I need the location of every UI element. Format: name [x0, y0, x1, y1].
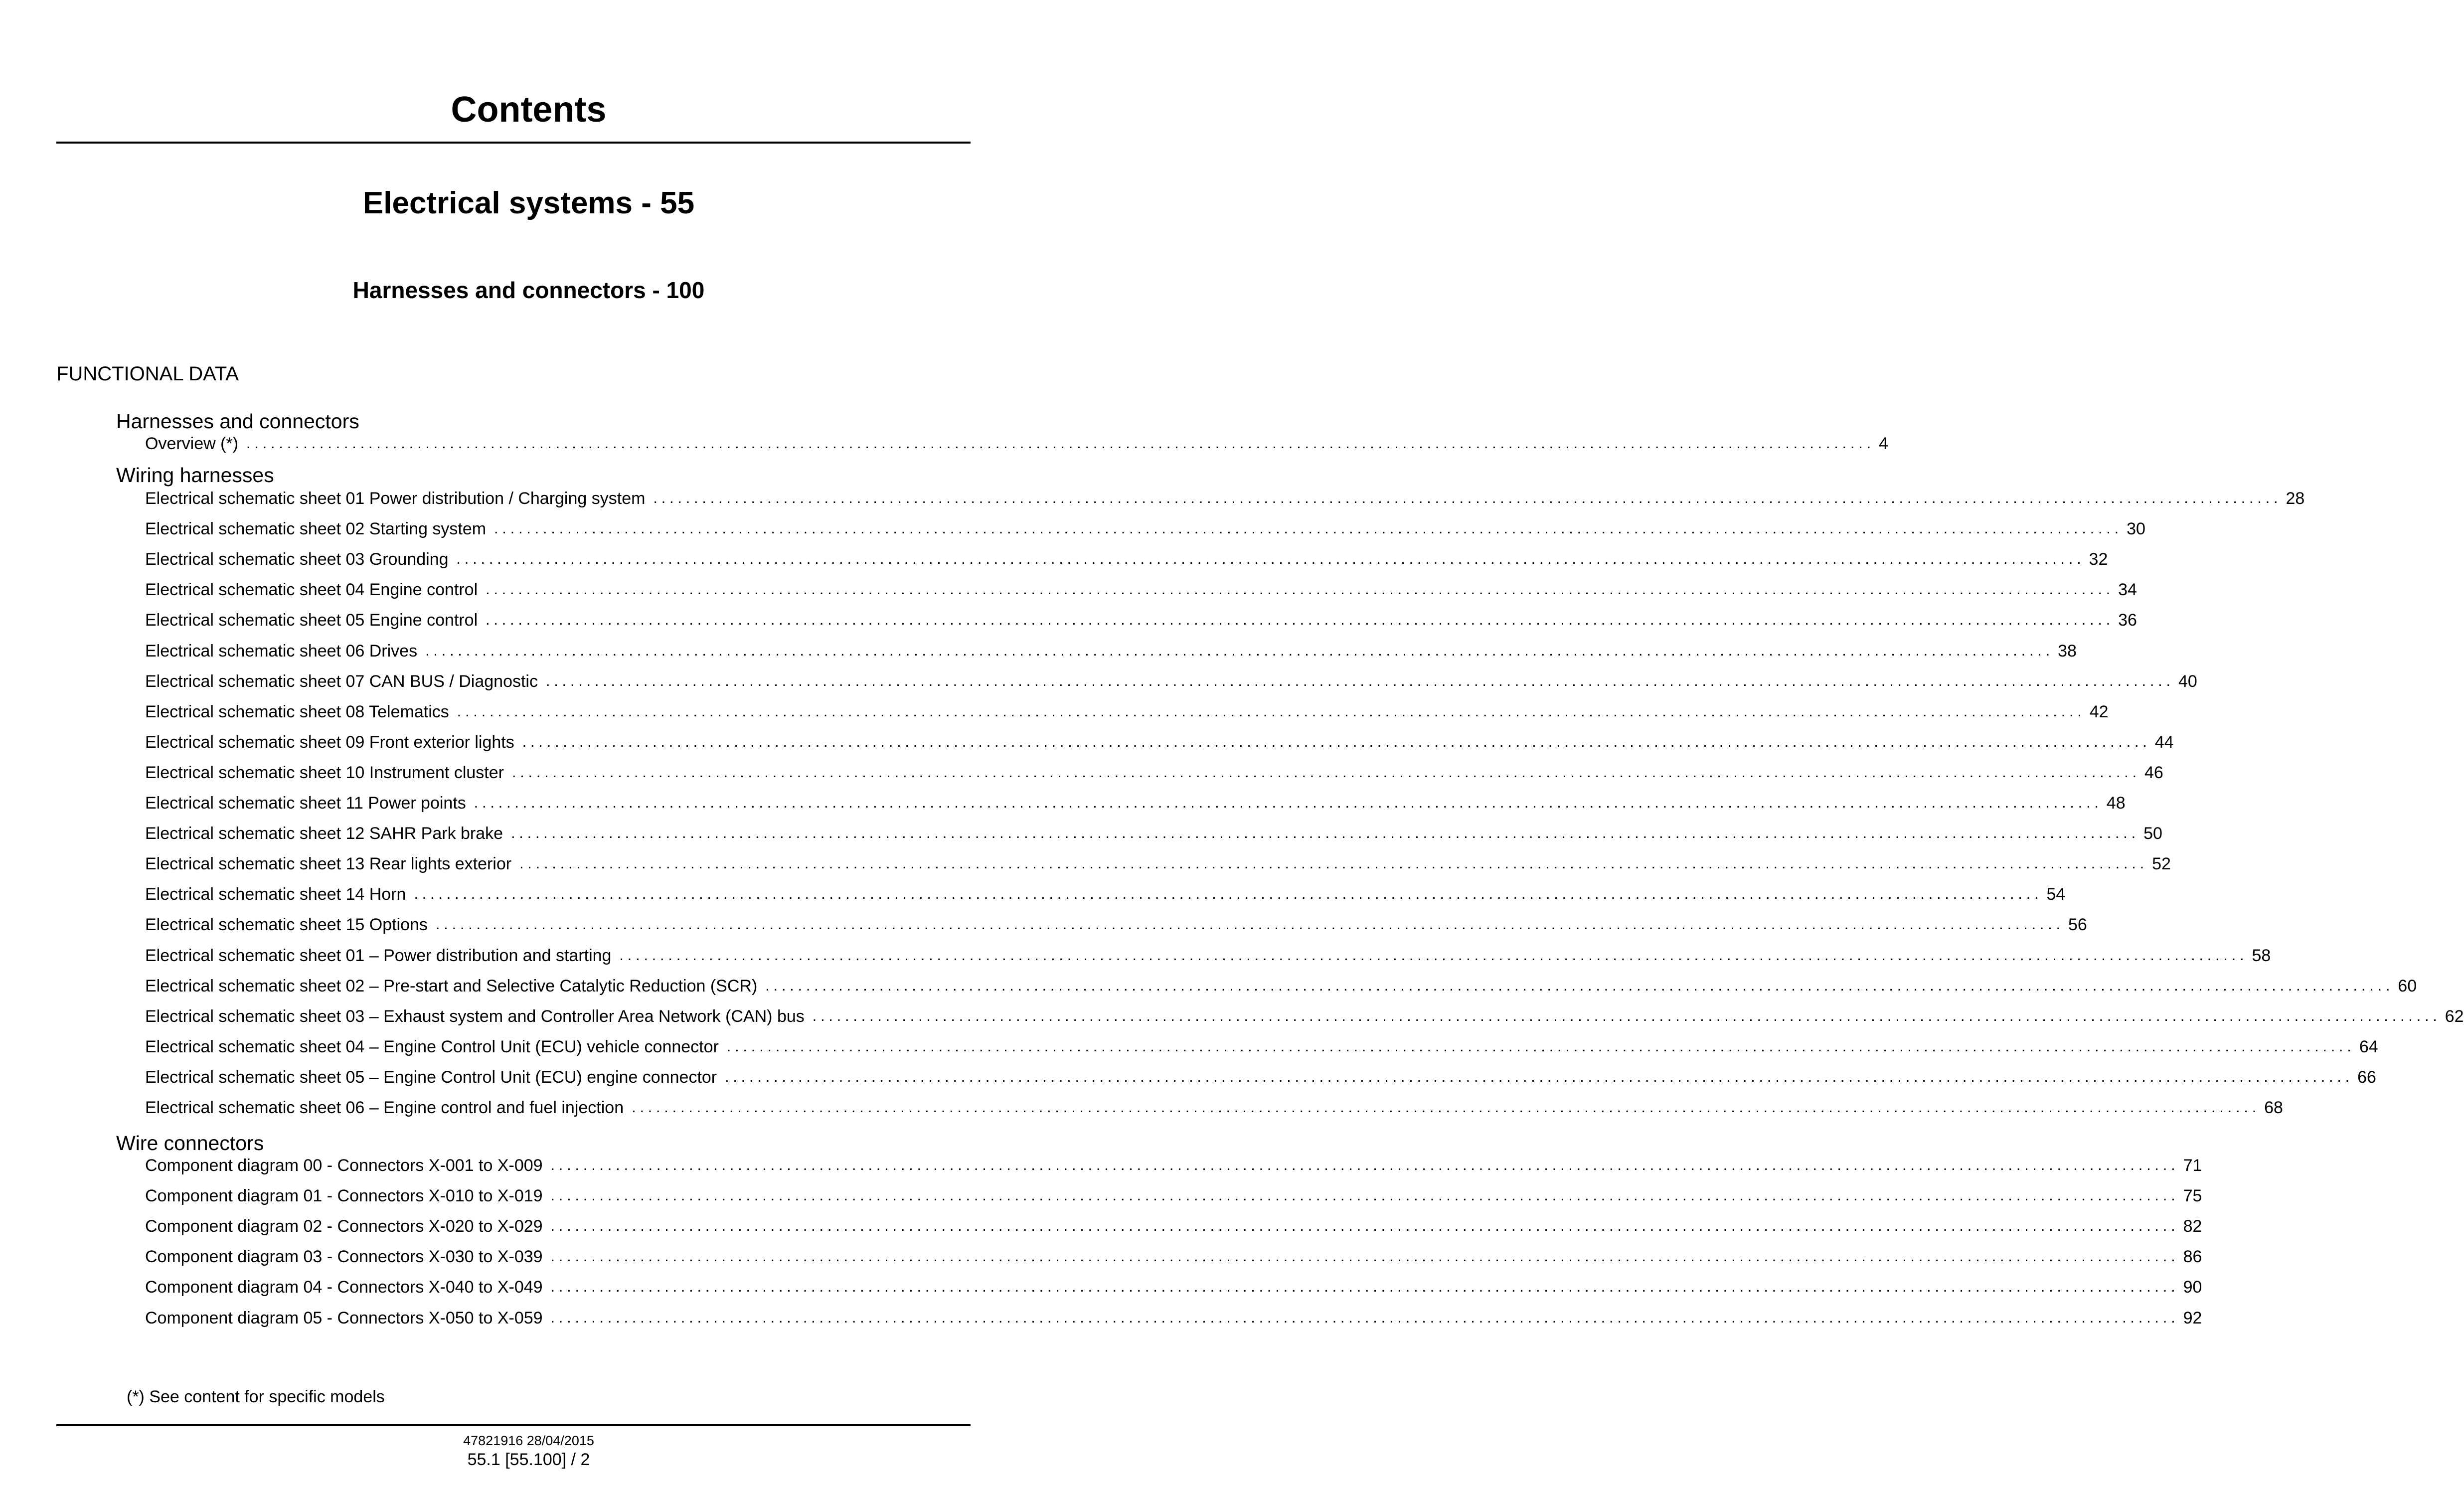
toc-entry-label: Electrical schematic sheet 01 Power distribution / Charging system — [145, 489, 646, 508]
toc-entry-label: Component diagram 05 - Connectors X-050 to X-059 — [145, 1308, 543, 1328]
toc-entry-label: Electrical schematic sheet 13 Rear lights exterior — [145, 854, 512, 874]
group-title: FUNCTIONAL DATA — [56, 363, 239, 385]
toc-entry-page-number: 38 — [2058, 641, 2077, 661]
toc-entry[interactable] — [145, 822, 2162, 843]
toc-entry-page-number: 48 — [2106, 794, 2126, 813]
toc-entry-page-number: 62 — [2445, 1006, 2464, 1026]
toc-entry[interactable] — [145, 791, 2126, 813]
toc-entry[interactable] — [145, 517, 2145, 539]
dot-leader: ........................................................................................................................................................................................................ — [550, 1309, 2179, 1326]
toc-entry-label: Overview (*) — [145, 434, 239, 453]
toc-entry-page-number: 90 — [2183, 1278, 2202, 1297]
toc-entry[interactable] — [145, 974, 2417, 996]
toc-entry-page-number: 42 — [2089, 702, 2109, 721]
toc-entry-label: Component diagram 01 - Connectors X-010 to X-019 — [145, 1186, 543, 1206]
dot-leader: ........................................................................................................................................................................................................ — [486, 612, 2115, 629]
toc-entry[interactable] — [145, 608, 2137, 630]
toc-heading: Wire connectors — [116, 1132, 264, 1155]
dot-leader: ........................................................................................................................................................................................................ — [619, 947, 2248, 964]
toc-entry-page-number: 30 — [2127, 519, 2145, 539]
document-id: 47821916 28/04/2015 — [463, 1433, 594, 1448]
toc-entry[interactable] — [145, 1214, 2202, 1236]
toc-entry-page-number: 34 — [2118, 580, 2137, 600]
toc-entry-label: Electrical schematic sheet 14 Horn — [145, 885, 406, 904]
toc-entry-page-number: 64 — [2359, 1037, 2378, 1056]
toc-entry[interactable] — [145, 1096, 2283, 1118]
dot-leader: ........................................................................................................................................................................................................ — [653, 490, 2282, 506]
toc-entry-label: Component diagram 03 - Connectors X-030 to X-039 — [145, 1247, 543, 1267]
dot-leader: ........................................................................................................................................................................................................ — [550, 1187, 2179, 1204]
toc-entry-page-number: 46 — [2144, 763, 2163, 782]
toc-entry-label: Electrical schematic sheet 05 Engine control — [145, 611, 478, 630]
dot-leader: ........................................................................................................................................................................................................ — [519, 855, 2148, 872]
toc-entry-page-number: 75 — [2183, 1186, 2202, 1206]
toc-entry-label: Electrical schematic sheet 03 Grounding — [145, 550, 449, 569]
toc-entry[interactable] — [145, 578, 2137, 600]
toc-entry[interactable] — [145, 1035, 2378, 1057]
toc-entry[interactable] — [145, 1154, 2202, 1175]
dot-leader: ........................................................................................................................................................................................................ — [725, 1068, 2354, 1085]
toc-entry[interactable] — [145, 913, 2087, 935]
dot-leader: ........................................................................................................................................................................................................ — [550, 1157, 2179, 1173]
dot-leader: ........................................................................................................................................................................................................ — [246, 435, 1875, 452]
toc-entry[interactable] — [145, 1275, 2202, 1297]
dot-leader: ........................................................................................................................................................................................................ — [545, 672, 2174, 689]
toc-entry-page-number: 36 — [2118, 611, 2137, 630]
toc-entry[interactable] — [145, 852, 2171, 874]
toc-entry[interactable] — [145, 761, 2163, 783]
toc-entry-label: Electrical schematic sheet 01 – Power distribution and starting — [145, 946, 612, 965]
toc-entry-page-number: 40 — [2178, 671, 2197, 691]
toc-entry-page-number: 92 — [2183, 1308, 2202, 1328]
toc-entry-label: Component diagram 00 - Connectors X-001 to X-009 — [145, 1156, 543, 1175]
dot-leader: ........................................................................................................................................................................................................ — [494, 520, 2123, 537]
dot-leader: ........................................................................................................................................................................................................ — [765, 977, 2394, 994]
dot-leader: ........................................................................................................................................................................................................ — [435, 916, 2064, 933]
toc-entry-label: Electrical schematic sheet 10 Instrument cluster — [145, 763, 504, 782]
toc-entry[interactable] — [145, 730, 2174, 752]
toc-entry-page-number: 28 — [2286, 489, 2305, 508]
toc-entry-label: Electrical schematic sheet 04 Engine control — [145, 580, 478, 600]
toc-entry[interactable] — [145, 882, 2066, 904]
dot-leader: ........................................................................................................................................................................................................ — [456, 551, 2085, 568]
toc-entry-page-number: 44 — [2154, 732, 2174, 752]
dot-leader: ........................................................................................................................................................................................................ — [414, 886, 2043, 903]
toc-entry-page-number: 54 — [2046, 885, 2066, 904]
toc-entry-label: Electrical schematic sheet 12 SAHR Park brake — [145, 824, 503, 843]
toc-entry-page-number: 4 — [1879, 434, 1888, 453]
toc-entry-page-number: 52 — [2152, 854, 2171, 874]
dot-leader: ........................................................................................................................................................................................................ — [457, 703, 2086, 720]
toc-entry-page-number: 58 — [2252, 946, 2271, 965]
dot-leader: ........................................................................................................................................................................................................ — [550, 1248, 2179, 1265]
toc-heading: Wiring harnesses — [116, 464, 274, 487]
page-reference: 55.1 [55.100] / 2 — [467, 1450, 590, 1469]
dot-leader: ........................................................................................................................................................................................................ — [550, 1279, 2179, 1296]
toc-entry-label: Electrical schematic sheet 05 – Engine Control Unit (ECU) engine connector — [145, 1067, 717, 1087]
toc-heading: Harnesses and connectors — [116, 410, 359, 433]
toc-entry-page-number: 71 — [2183, 1156, 2202, 1175]
toc-entry-label: Component diagram 04 - Connectors X-040 to X-049 — [145, 1278, 543, 1297]
toc-entry-label: Electrical schematic sheet 03 – Exhaust system and Controller Area Network (CAN) bus — [145, 1006, 805, 1026]
toc-entry-label: Electrical schematic sheet 06 – Engine control and fuel injection — [145, 1098, 624, 1117]
toc-entry-page-number: 50 — [2143, 824, 2162, 843]
toc-entry-label: Electrical schematic sheet 04 – Engine Control Unit (ECU) vehicle connector — [145, 1037, 719, 1056]
toc-entry[interactable] — [145, 669, 2197, 691]
toc-entry-label: Component diagram 02 - Connectors X-020 to X-029 — [145, 1217, 543, 1236]
toc-entry[interactable] — [145, 547, 2108, 569]
page-title: Contents — [451, 90, 607, 130]
footnote: (*) See content for specific models — [127, 1387, 385, 1406]
dot-leader: ........................................................................................................................................................................................................ — [632, 1099, 2261, 1116]
dot-leader: ........................................................................................................................................................................................................ — [425, 642, 2054, 659]
toc-entry-label: Electrical schematic sheet 07 CAN BUS / Diagnostic — [145, 671, 538, 691]
dot-leader: ........................................................................................................................................................................................................ — [511, 764, 2140, 781]
toc-entry-label: Electrical schematic sheet 15 Options — [145, 915, 428, 935]
toc-entry-label: Electrical schematic sheet 06 Drives — [145, 641, 418, 661]
dot-leader: ........................................................................................................................................................................................................ — [511, 825, 2140, 842]
toc-entry-page-number: 82 — [2183, 1217, 2202, 1236]
toc-entry-label: Electrical schematic sheet 02 – Pre-start and Selective Catalytic Reduction (SCR) — [145, 976, 758, 996]
toc-entry[interactable] — [145, 1065, 2376, 1087]
dot-leader: ........................................................................................................................................................................................................ — [550, 1218, 2179, 1235]
toc-entry[interactable] — [145, 1184, 2202, 1206]
toc-entry-page-number: 32 — [2089, 550, 2108, 569]
toc-entry-label: Electrical schematic sheet 08 Telematics — [145, 702, 449, 721]
section-title: Electrical systems - 55 — [362, 186, 695, 220]
dot-leader: ........................................................................................................................................................................................................ — [474, 795, 2103, 811]
dot-leader: ........................................................................................................................................................................................................ — [522, 733, 2151, 750]
toc-entry-page-number: 60 — [2398, 976, 2417, 996]
toc-entry-page-number: 68 — [2264, 1098, 2283, 1117]
toc-entry[interactable] — [145, 1306, 2202, 1328]
toc-entry-label: Electrical schematic sheet 02 Starting system — [145, 519, 487, 539]
toc-entry[interactable] — [145, 432, 1888, 454]
toc-entry[interactable] — [145, 1245, 2202, 1267]
chapter-title: Harnesses and connectors - 100 — [352, 277, 705, 303]
toc-entry-label: Electrical schematic sheet 09 Front exterior lights — [145, 732, 514, 752]
toc-entry-page-number: 56 — [2068, 915, 2087, 935]
toc-entry[interactable] — [145, 1004, 2464, 1026]
toc-entry-page-number: 66 — [2357, 1067, 2376, 1087]
toc-entry[interactable] — [145, 700, 2109, 722]
toc-entry-label: Electrical schematic sheet 11 Power points — [145, 794, 466, 813]
toc-entry-page-number: 86 — [2183, 1247, 2202, 1267]
toc-entry[interactable] — [145, 944, 2271, 966]
dot-leader: ........................................................................................................................................................................................................ — [726, 1038, 2355, 1055]
dot-leader: ........................................................................................................................................................................................................ — [486, 581, 2115, 598]
toc-entry[interactable] — [145, 487, 2305, 508]
dot-leader: ........................................................................................................................................................................................................ — [812, 1007, 2441, 1024]
toc-entry[interactable] — [145, 639, 2077, 661]
footer-divider — [56, 1424, 971, 1426]
